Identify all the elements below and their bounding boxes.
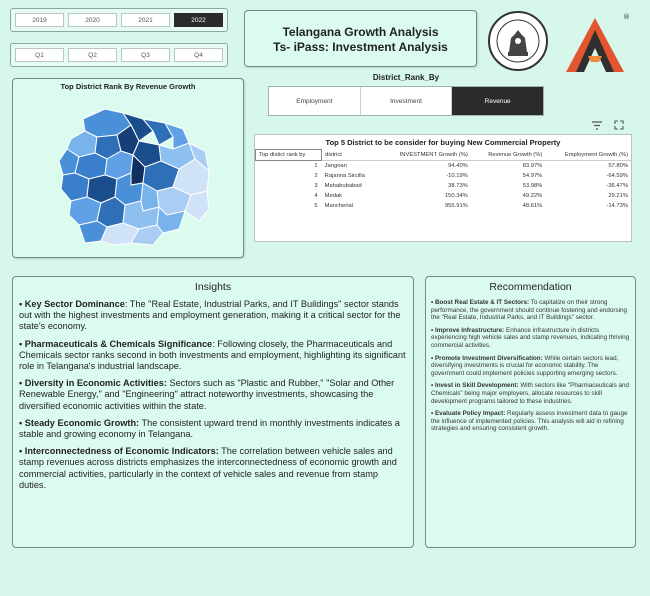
cell-district: Mahabubabad xyxy=(324,183,362,189)
insight-heading: • Pharmaceuticals & Chemicals Significance xyxy=(19,338,213,349)
cell-employment: 57.80% xyxy=(608,163,628,169)
insight-item xyxy=(19,339,407,373)
year-option-2020[interactable]: 2020 xyxy=(68,13,117,27)
rank-option-employment[interactable]: Employment xyxy=(269,87,361,115)
cell-revenue: 48.61% xyxy=(522,203,543,209)
trademark-symbol: ® xyxy=(623,13,630,21)
recommendation-text: To capitalize on their strong performance, the government should continue fostering and endorsing the "Real Estate, Industrial Parks, and IT Buildings" sector. xyxy=(431,299,628,322)
recommendation-text: While certain sectors lead, diversifying investments is crucial for economic stability. The government could implement policies supporting emerging sectors. xyxy=(431,354,619,377)
cell-district: Rajanna Sircilla xyxy=(324,173,365,179)
header-investment-growth[interactable]: INVESTMENT Growth (%) xyxy=(379,150,471,161)
cell-revenue: 54.97% xyxy=(522,173,543,179)
quarter-option-q1[interactable]: Q1 xyxy=(15,48,64,62)
year-option-2021[interactable]: 2021 xyxy=(121,13,170,27)
rank-option-revenue[interactable]: Revenue xyxy=(452,87,543,115)
quarter-option-q2[interactable]: Q2 xyxy=(68,48,117,62)
table-title: Top 5 District to be consider for buying New Commercial Property xyxy=(325,138,561,147)
insight-item xyxy=(19,418,407,440)
header-district[interactable]: district xyxy=(322,150,379,161)
insight-item xyxy=(19,299,407,333)
recommendation-text: With sectors like "Pharmaceuticals and Chemicals" being major employers, allocate resources to skill development programs tailored to these industries. xyxy=(431,382,629,405)
cell-revenue: 83.97% xyxy=(522,163,543,169)
quarter-option-q4[interactable]: Q4 xyxy=(174,48,223,62)
year-slicer xyxy=(10,8,228,32)
title-line-2: Ts- iPass: Investment Analysis xyxy=(273,40,448,54)
insight-heading: • Interconnectedness of Economic Indicators: xyxy=(19,446,219,457)
cell-rank: 2 xyxy=(314,173,318,179)
filter-icon[interactable] xyxy=(590,118,604,132)
cell-rank: 4 xyxy=(314,193,318,199)
recommendation-heading: • Improve Infrastructure: xyxy=(431,326,505,334)
recommendation-panel xyxy=(425,276,636,548)
dashboard-title xyxy=(244,10,477,67)
quarter-option-q3[interactable]: Q3 xyxy=(121,48,170,62)
title-line-1: Telangana Growth Analysis xyxy=(282,25,439,39)
insight-text: : The "Real Estate, Industrial Parks, and IT Buildings" sector stands out with the highest investments and employment generation, making it a critical sector for the state's economy. xyxy=(19,299,401,332)
insight-heading: • Diversity in Economic Activities: xyxy=(19,378,167,389)
focus-mode-icon[interactable] xyxy=(612,118,626,132)
cell-investment: 94.40% xyxy=(448,163,468,169)
insight-text: : Following closely, the Pharmaceuticals and Chemicals sector ranks second in both investments and employment, highlighting its significant role in Telangana's industrial landscape. xyxy=(19,338,406,372)
cell-investment: -10.19% xyxy=(446,173,468,179)
cell-revenue: 49.22% xyxy=(522,193,543,199)
cell-investment: 150.34% xyxy=(444,193,468,199)
brand-a-logo xyxy=(560,10,630,76)
header-rank[interactable]: Top distict rank by xyxy=(256,150,322,161)
map-title: Top District Rank By Revenue Growth xyxy=(60,82,196,91)
header-employment-growth[interactable]: Employment Growth (%) xyxy=(545,150,631,161)
year-option-2019[interactable]: 2019 xyxy=(15,13,64,27)
insight-heading: • Key Sector Dominance xyxy=(19,299,125,309)
cell-employment: -64.59% xyxy=(606,173,628,179)
cell-district: Jangoan xyxy=(324,163,347,169)
top-districts-table-panel xyxy=(254,134,632,242)
insight-item xyxy=(19,446,407,491)
rank-option-investment[interactable]: Investment xyxy=(361,87,453,115)
cell-rank: 3 xyxy=(314,183,318,189)
cell-employment: -14.73% xyxy=(606,203,628,209)
top-districts-table xyxy=(255,149,631,211)
insight-item xyxy=(19,378,407,412)
recommendation-text: Regularly assess investment data to gauge the influence of implemented policies. This analysis will aid in refining strategies and ensuring consistent growth. xyxy=(431,410,628,433)
cell-investment: 38.73% xyxy=(448,183,468,189)
map-district xyxy=(61,173,89,201)
cell-rank: 5 xyxy=(314,203,318,209)
year-option-2022[interactable]: 2022 xyxy=(174,13,223,27)
table-row xyxy=(256,181,632,191)
cell-rank: 1 xyxy=(314,163,318,169)
insight-text: Sectors such as "Plastic and Rubber," "Solar and Other Renewable Energy," and "Engineering" attract noteworthy investments, showcasing the diversified economic activities within the state. xyxy=(19,378,395,411)
table-row xyxy=(256,201,632,211)
recommendation-heading: • Boost Real Estate & IT Sectors: xyxy=(431,299,530,306)
cell-revenue: 53.98% xyxy=(522,183,543,189)
recommendation-item xyxy=(431,410,630,433)
insight-text: The correlation between vehicle sales and stamp revenues across districts emphasizes the interconnectedness of economic growth and commercial activities, particularly in the context of vehicle sales and revenue from stamp duties. xyxy=(19,446,397,490)
cell-employment: 29.21% xyxy=(608,193,628,199)
table-row xyxy=(256,161,632,172)
insight-text: The consistent upward trend in monthly investments indicates a stable and growing economy in Telangana. xyxy=(19,417,400,440)
recommendation-item xyxy=(431,355,630,378)
district-rank-selector xyxy=(268,86,544,116)
quarter-slicer xyxy=(10,43,228,67)
header-revenue-growth[interactable]: Revenue Growth (%) xyxy=(471,150,545,161)
recommendation-heading: • Promote Investment Diversification: xyxy=(431,354,543,362)
recommendation-item xyxy=(431,382,630,405)
cell-district: Medak xyxy=(324,193,343,199)
cell-investment: 955.91% xyxy=(444,203,468,209)
table-row xyxy=(256,171,632,181)
recommendation-text: Enhance infrastructure in districts experiencing high vehicle sales and stamp revenues, indicating thriving commercial activities. xyxy=(431,326,630,349)
cell-district: Mancherial xyxy=(324,203,353,209)
recommendation-title: Recommendation xyxy=(489,281,572,293)
government-seal-logo xyxy=(487,10,549,72)
recommendation-item xyxy=(431,327,630,350)
cell-employment: -36.47% xyxy=(606,183,628,189)
insights-title: Insights xyxy=(194,281,232,293)
district-map-panel xyxy=(12,78,244,258)
recommendation-heading: • Evaluate Policy Impact: xyxy=(431,410,506,418)
telangana-district-map[interactable] xyxy=(13,79,245,259)
table-header-row xyxy=(256,150,632,161)
table-row xyxy=(256,191,632,201)
district-rank-title: District_Rank_By xyxy=(372,73,440,82)
recommendation-item xyxy=(431,299,630,322)
recommendation-heading: • Invest in Skill Development: xyxy=(431,382,519,390)
insights-panel xyxy=(12,276,414,548)
insight-heading: • Steady Economic Growth: xyxy=(19,417,140,428)
